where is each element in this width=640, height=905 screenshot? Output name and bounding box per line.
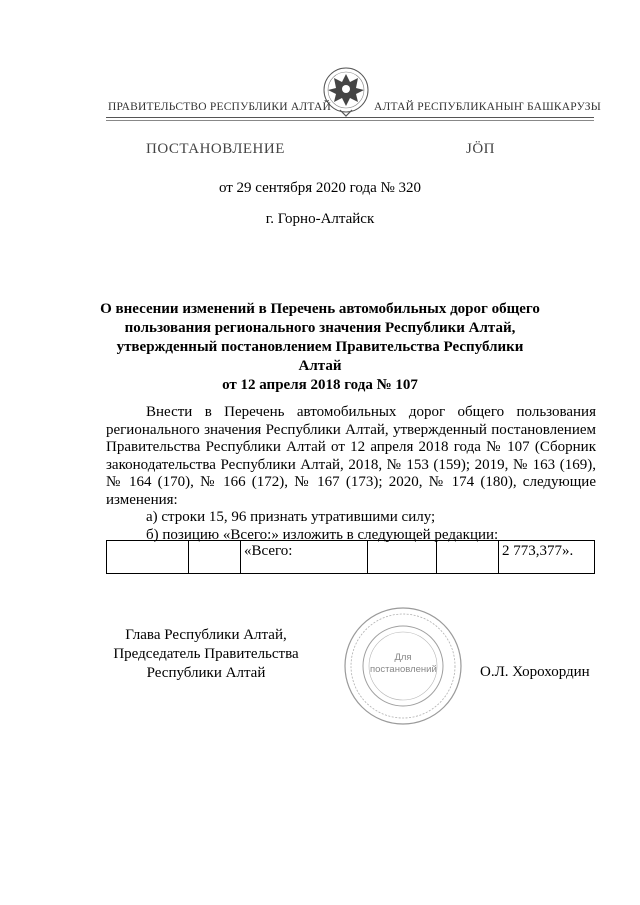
document-date-number: от 29 сентября 2020 года № 320 (218, 180, 422, 196)
amendment-item-b: б) позицию «Всего:» изложить в следующей редакции: (146, 526, 499, 543)
table-cell-total-label: «Всего: (241, 541, 368, 574)
signatory-name: О.Л. Хорохордин (480, 664, 590, 680)
title-line: утвержденный постановлением Правительства Республики Алтай (116, 339, 524, 374)
document-city: г. Горно-Алтайск (265, 211, 375, 227)
title-line: О внесении изменений в Перечень автомобильных дорог общего (100, 301, 540, 317)
amendment-table (106, 540, 595, 574)
document-type-altai: JÖП (466, 141, 496, 157)
table-cell (437, 541, 499, 574)
title-line: пользования регионального значения Республики Алтай, (124, 320, 516, 336)
position-line: Председатель Правительства (113, 646, 299, 662)
government-name-altai: АЛТАЙ РЕСПУБЛИКАНЫҤ БАШКАРУЗЫ (374, 101, 601, 113)
table-cell (368, 541, 437, 574)
document-type: ПОСТАНОВЛЕНИЕ (146, 141, 285, 157)
document-title (100, 300, 540, 395)
signatory-position (106, 626, 306, 683)
table-cell-total-value: 2 773,377». (499, 541, 595, 574)
government-name-russian: ПРАВИТЕЛЬСТВО РЕСПУБЛИКИ АЛТАЙ (108, 101, 332, 113)
header-divider-secondary (106, 120, 594, 121)
position-line: Глава Республики Алтай, (125, 627, 287, 643)
document-body (106, 404, 596, 544)
amendment-item-a: а) строки 15, 96 признать утратившими силу; (146, 509, 436, 525)
stamp-label: Для постановлений (370, 652, 437, 675)
title-line: от 12 апреля 2018 года № 107 (222, 377, 418, 393)
body-paragraph: Внести в Перечень автомобильных дорог общего пользования регионального значения Республики Алтай, утвержденный постановлением Правительства Республики Алтай от 12 апреля 2018 года № 107 (Сборник законодательства Республики Алтай, 2018, № 153 (159); 2019, № 163 (169), № 164 (170), № 166 (172), № 167 (173); 2020, № 174 (180), следующие изменения: (106, 404, 596, 508)
position-line: Республики Алтай (146, 665, 266, 681)
table-row (107, 541, 595, 574)
table-cell (107, 541, 189, 574)
header-divider (106, 117, 594, 118)
table-cell (189, 541, 241, 574)
